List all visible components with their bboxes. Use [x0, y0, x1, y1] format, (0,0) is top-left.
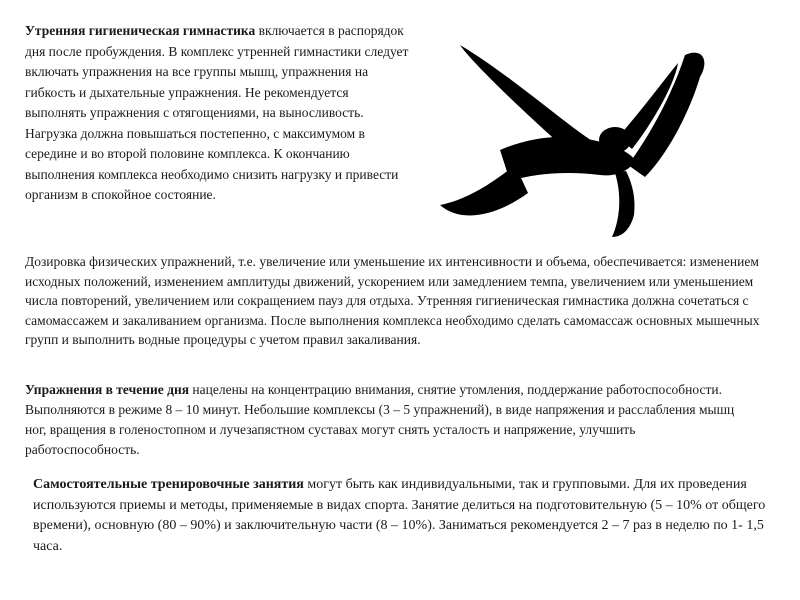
- paragraph-dosage: Дозировка физических упражнений, т.е. увеличение или уменьшение их интенсивности и объема, обеспечивается: изменением исходных положений, изменением амплитуды движений, ускорением или замедлением темпа, увеличением или уменьшением числа повторений, увеличением или сокращением пауз для отдыха. Утренняя гигиеническая гимнастика должна сочетаться с самомассажем и закаливанием организма. После выполнения комплекса необходимо сделать самомассаж основных мышечных групп и выполнить водные процедуры с учетом правил закаливания.: [25, 254, 760, 347]
- term-independent-training: Самостоятельные тренировочные занятия: [33, 477, 304, 492]
- paragraph-daytime-exercises: [25, 380, 745, 460]
- gymnast-silhouette-icon: [440, 25, 740, 260]
- paragraph-morning-gymnastics-text: включается в распорядок дня после пробуждения. В комплекс утренней гимнастики следует включать упражнения на все группы мышц, упражнения на гибкость и дыхательные упражнения. Не рекомендуется выполнять упражнения с отягощениями, на выносливость. Нагрузка должна повышаться постепенно, с максимумом в середине и во второй половине комплекса. К окончанию выполнения комплекса необходимо снизить нагрузку и привести организм в спокойное состояние.: [25, 23, 409, 202]
- paragraph-independent-training-text: могут быть как индивидуальными, так и групповыми. Для их проведения используются приемы и методы, применяемые в видах спорта. Занятие делиться на подготовительную (5 – 10% от общего времени), основную (80 – 90%) и заключительную части (8 – 10%). Заниматься рекомендуется 2 – 7 раз в неделю по 1- 1,5 часа.: [33, 477, 766, 554]
- paragraph-daytime-exercises-text: нацелены на концентрацию внимания, снятие утомления, поддержание работоспособности. Выполняются в режиме 8 – 10 минут. Небольшие комплексы (3 – 5 упражнений), в виде напряжения и расслабления мышц ног, вращения в голеностопном и лучезапястном суставах могут снять усталость и напряжение, улучшить работоспособность.: [25, 382, 735, 457]
- paragraph-independent-training: [33, 475, 773, 557]
- paragraph-morning-gymnastics: [25, 21, 410, 206]
- term-daytime-exercises: Упражнения в течение дня: [25, 382, 190, 397]
- term-morning-gymnastics: Утренняя гигиеническая гимнастика: [25, 23, 256, 38]
